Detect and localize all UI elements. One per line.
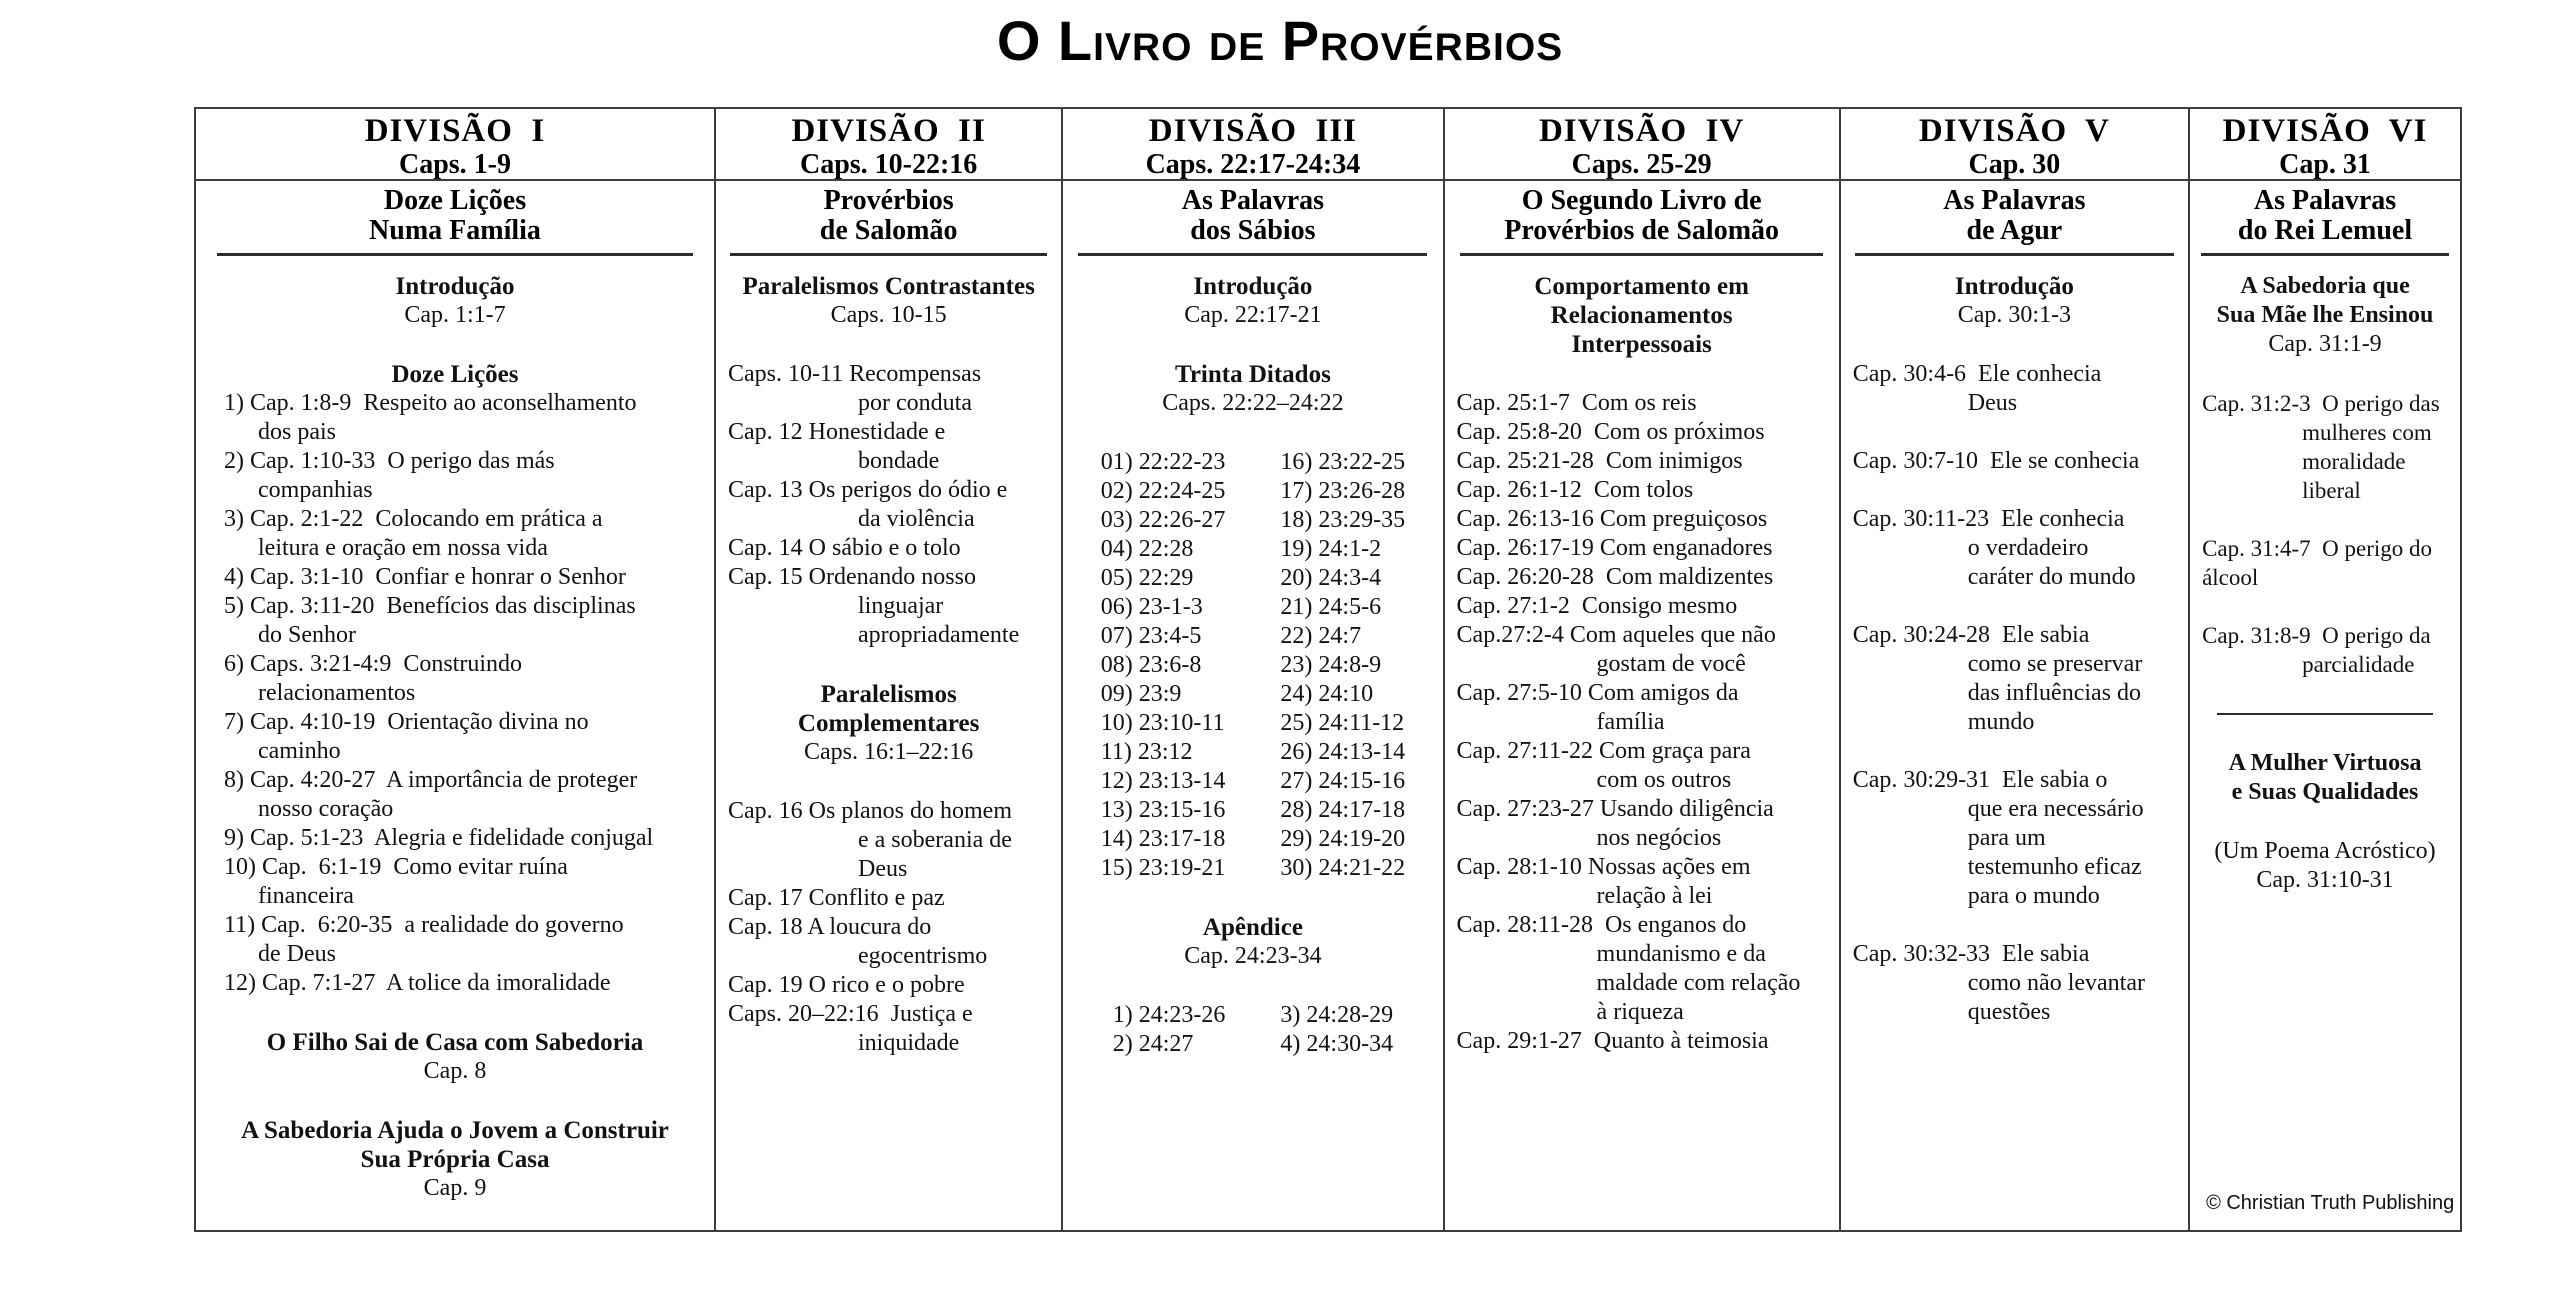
heading-bold-line: e Suas Qualidades — [2231, 779, 2419, 805]
saying-ref: 03) 22:26-27 — [1100, 507, 1226, 533]
item-line: à riqueza — [1596, 999, 1684, 1025]
list-item — [1457, 447, 1827, 476]
list-item — [1457, 853, 1827, 911]
list-item — [1457, 911, 1827, 1027]
list-item — [1457, 1027, 1827, 1056]
item-line: mulheres com — [2302, 420, 2432, 445]
column-division-6 — [2188, 109, 2460, 1230]
sayings-left-column — [1113, 1001, 1226, 1059]
list-item — [1457, 563, 1827, 592]
item-line: Deus — [858, 856, 908, 882]
heading-bold-line: Complementares — [797, 710, 980, 737]
subtitle-line: do Rei Lemuel — [2237, 215, 2413, 246]
saying-ref: 27) 24:15-16 — [1280, 768, 1406, 794]
subtitle-line: Provérbios de Salomão — [1504, 215, 1780, 246]
column-body — [196, 256, 714, 1230]
column-body — [2190, 256, 2460, 1230]
column-header — [2190, 109, 2460, 181]
division-chapters: Cap. 31 — [2279, 149, 2371, 180]
division-title: DIVISÃO VI — [2222, 113, 2428, 149]
item-line: para o mundo — [1967, 883, 2100, 909]
item-line: dos pais — [258, 419, 336, 445]
saying-ref: 1) 24:23-26 — [1112, 1002, 1226, 1028]
item-line: 11) Cap. 6:20-35 a realidade do governo — [224, 912, 624, 938]
column-header — [1063, 109, 1442, 181]
list-item — [2202, 389, 2448, 505]
heading-plain-line: Cap. 31:10-31 — [2256, 867, 2394, 893]
item-line: e a soberania de — [858, 827, 1012, 853]
item-line: linguajar — [858, 593, 944, 619]
column-header — [716, 109, 1061, 181]
saying-ref: 12) 23:13-14 — [1100, 768, 1226, 794]
saying-ref: 22) 24:7 — [1280, 623, 1362, 649]
list-item — [224, 911, 702, 969]
item-line: Cap. 25:8-20 Com os próximos — [1456, 419, 1765, 445]
list-item — [1457, 418, 1827, 447]
subtitle-line: O Segundo Livro de — [1521, 185, 1762, 216]
item-line: bondade — [858, 448, 940, 474]
column-division-5 — [1839, 109, 2188, 1230]
heading-bold-line: A Sabedoria que — [2240, 273, 2410, 299]
saying-ref: 07) 23:4-5 — [1100, 623, 1202, 649]
column-header — [1841, 109, 2188, 181]
saying-ref: 30) 24:21-22 — [1280, 855, 1406, 881]
saying-ref: 19) 24:1-2 — [1280, 536, 1382, 562]
saying-ref: 09) 23:9 — [1100, 681, 1182, 707]
item-line: mundo — [1967, 709, 2035, 735]
heading-bold-line: Trinta Ditados — [1175, 361, 1331, 388]
heading-bold-line: Relacionamentos — [1550, 302, 1733, 329]
column-subtitle — [1063, 181, 1442, 256]
copyright-note: © Christian Truth Publishing — [2206, 1192, 2455, 1214]
list-item — [1853, 766, 2176, 911]
item-line: o verdadeiro — [1967, 535, 2089, 561]
item-line: Deus — [1967, 390, 2018, 416]
item-line: apropriadamente — [858, 622, 1020, 648]
item-line: nosso coração — [258, 796, 394, 822]
item-line: nos negócios — [1596, 825, 1722, 851]
list-item — [224, 969, 702, 998]
item-line: caminho — [258, 738, 341, 764]
saying-ref: 05) 22:29 — [1100, 565, 1194, 591]
list-item — [1457, 476, 1827, 505]
item-line: Cap. 28:11-28 Os enganos do — [1456, 912, 1747, 938]
item-line: caráter do mundo — [1967, 564, 2136, 590]
list-item — [224, 447, 702, 505]
item-line: 10) Cap. 6:1-19 Como evitar ruína — [224, 854, 568, 880]
section-heading — [1075, 272, 1430, 330]
section-heading — [728, 272, 1049, 330]
division-chapters: Caps. 10-22:16 — [799, 149, 978, 180]
list-item — [1457, 795, 1827, 853]
heading-bold-line: Interpessoais — [1571, 331, 1712, 358]
item-line: Cap. 28:1-10 Nossas ações em — [1456, 854, 1751, 880]
saying-ref: 14) 23:17-18 — [1100, 826, 1226, 852]
item-line: relacionamentos — [258, 680, 416, 706]
item-line: 4) Cap. 3:1-10 Confiar e honrar o Senhor — [224, 564, 626, 590]
section-list — [728, 360, 1049, 650]
list-item — [224, 563, 702, 592]
item-line: parcialidade — [2302, 652, 2415, 677]
saying-ref: 17) 23:26-28 — [1280, 478, 1406, 504]
item-line: das influências do — [1967, 680, 2142, 706]
list-item — [1457, 505, 1827, 534]
heading-plain-line: Cap. 22:17-21 — [1184, 302, 1322, 328]
two-col-list — [1075, 1001, 1430, 1059]
heading-bold-line: Comportamento em — [1534, 273, 1749, 300]
division-title: DIVISÃO I — [364, 113, 546, 149]
item-line: 5) Cap. 3:11-20 Benefícios das disciplinas — [224, 593, 636, 619]
saying-ref: 08) 23:6-8 — [1100, 652, 1202, 678]
item-line: 6) Caps. 3:21-4:9 Construindo — [224, 651, 522, 677]
section-heading — [208, 1116, 702, 1203]
list-item — [1853, 621, 2176, 737]
saying-ref: 20) 24:3-4 — [1280, 565, 1382, 591]
item-line: álcool — [2202, 565, 2259, 590]
section-heading — [2202, 272, 2448, 359]
subtitle-line: Numa Família — [369, 215, 541, 246]
section-heading — [1075, 360, 1430, 418]
heading-bold-line: A Mulher Virtuosa — [2228, 750, 2422, 776]
section-list — [1457, 389, 1827, 1056]
division-title: DIVISÃO III — [1148, 113, 1358, 149]
list-item — [224, 389, 702, 447]
list-item — [1457, 534, 1827, 563]
list-item — [224, 766, 702, 824]
subtitle-line: As Palavras — [1181, 185, 1325, 216]
list-item — [224, 505, 702, 563]
heading-plain-line: Cap. 24:23-34 — [1184, 943, 1322, 969]
heading-plain-line: (Um Poema Acróstico) — [2214, 838, 2436, 864]
item-line: por conduta — [858, 390, 972, 416]
heading-plain-line: Caps. 22:22–24:22 — [1162, 390, 1344, 416]
saying-ref: 3) 24:28-29 — [1280, 1002, 1394, 1028]
subtitle-line: Doze Lições — [383, 185, 527, 216]
subtitle-line: As Palavras — [1943, 185, 2086, 216]
item-line: gostam de você — [1596, 651, 1746, 677]
list-item — [1853, 360, 2176, 418]
heading-bold-line: Introdução — [1193, 273, 1313, 300]
item-line: 7) Cap. 4:10-19 Orientação divina no — [224, 709, 589, 735]
column-subtitle — [1445, 181, 1839, 256]
item-line: Cap. 30:4-6 Ele conhecia — [1852, 361, 2102, 387]
list-item — [1457, 621, 1827, 679]
saying-ref: 29) 24:19-20 — [1280, 826, 1406, 852]
item-line: 1) Cap. 1:8-9 Respeito ao aconselhamento — [224, 390, 637, 416]
item-line: Cap. 14 O sábio e o tolo — [728, 535, 961, 561]
saying-ref: 28) 24:17-18 — [1280, 797, 1406, 823]
heading-bold-line: Doze Lições — [391, 361, 519, 388]
section-list — [1853, 360, 2176, 1027]
item-line: leitura e oração em nossa vida — [258, 535, 548, 561]
saying-ref: 2) 24:27 — [1112, 1031, 1194, 1057]
item-line: Cap. 27:23-27 Usando diligência — [1456, 796, 1774, 822]
section-heading — [1457, 272, 1827, 359]
saying-ref: 04) 22:28 — [1100, 536, 1194, 562]
column-division-2 — [714, 109, 1061, 1230]
column-body — [1841, 256, 2188, 1230]
saying-ref: 10) 23:10-11 — [1100, 710, 1225, 736]
item-line: Cap. 16 Os planos do homem — [728, 798, 1012, 824]
two-col-list — [1075, 448, 1430, 883]
item-line: 3) Cap. 2:1-22 Colocando em prática a — [224, 506, 603, 532]
section-heading — [1075, 913, 1430, 971]
list-item — [1457, 737, 1827, 795]
list-item — [728, 418, 1049, 476]
list-item — [2202, 534, 2448, 592]
column-subtitle — [1841, 181, 2188, 256]
list-item — [728, 884, 1049, 913]
column-division-3 — [1061, 109, 1442, 1230]
item-line: Cap. 25:21-28 Com inimigos — [1456, 448, 1743, 474]
section-heading — [2202, 837, 2448, 895]
column-header — [196, 109, 714, 181]
column-body — [1063, 256, 1442, 1230]
item-line: Cap. 27:11-22 Com graça para — [1456, 738, 1751, 764]
item-line: como não levantar — [1967, 970, 2145, 996]
item-line: moralidade — [2302, 449, 2406, 474]
saying-ref: 13) 23:15-16 — [1100, 797, 1226, 823]
section-heading — [2202, 749, 2448, 807]
item-line: companhias — [258, 477, 373, 503]
section-list — [2202, 389, 2448, 679]
item-line: Cap. 27:1-2 Consigo mesmo — [1456, 593, 1738, 619]
item-line: Caps. 20–22:16 Justiça e — [728, 1001, 973, 1027]
list-item — [728, 360, 1049, 418]
heading-bold-line: A Sabedoria Ajuda o Jovem a Construir — [241, 1117, 669, 1144]
heading-plain-line: Cap. 31:1-9 — [2268, 331, 2382, 357]
column-body — [716, 256, 1061, 1230]
item-line: do Senhor — [258, 622, 356, 648]
item-line: Cap. 31:2-3 O perigo das — [2202, 391, 2440, 416]
item-line: Cap. 26:17-19 Com enganadores — [1456, 535, 1773, 561]
item-line: Cap. 26:20-28 Com maldizentes — [1456, 564, 1774, 590]
column-subtitle — [2190, 181, 2460, 256]
item-line: da violência — [858, 506, 975, 532]
item-line: 9) Cap. 5:1-23 Alegria e fidelidade conjugal — [224, 825, 654, 851]
item-line: mundanismo e da — [1596, 941, 1766, 967]
saying-ref: 16) 23:22-25 — [1280, 449, 1406, 475]
subtitle-line: As Palavras — [2253, 185, 2397, 216]
section-heading — [208, 272, 702, 330]
saying-ref: 21) 24:5-6 — [1280, 594, 1382, 620]
division-chapters: Caps. 22:17-24:34 — [1145, 149, 1361, 180]
column-division-1 — [196, 109, 714, 1230]
item-line: Cap. 30:29-31 Ele sabia o — [1852, 767, 2108, 793]
heading-bold-line: Introdução — [1954, 273, 2074, 300]
sayings-right-column — [1280, 1001, 1393, 1059]
section-list — [208, 389, 702, 998]
item-line: Cap. 30:11-23 Ele conhecia — [1852, 506, 2125, 532]
section-list — [728, 797, 1049, 1058]
item-line: Cap.27:2-4 Com aqueles que não — [1456, 622, 1776, 648]
heading-plain-line: Cap. 30:1-3 — [1957, 302, 2072, 328]
heading-plain-line: Cap. 1:1-7 — [404, 302, 506, 328]
section-heading — [1853, 272, 2176, 330]
item-line: família — [1596, 709, 1665, 735]
item-line: como se preservar — [1967, 651, 2143, 677]
list-item — [1853, 505, 2176, 592]
list-item — [1457, 389, 1827, 418]
item-line: Cap. 30:32-33 Ele sabia — [1852, 941, 2090, 967]
item-line: 8) Cap. 4:20-27 A importância de proteger — [224, 767, 638, 793]
list-item — [728, 1000, 1049, 1058]
sayings-left-column — [1101, 448, 1226, 883]
heading-bold-line: Paralelismos Contrastantes — [742, 273, 1035, 300]
item-line: Cap. 31:4-7 O perigo do — [2202, 536, 2433, 561]
saying-ref: 25) 24:11-12 — [1280, 710, 1405, 736]
item-line: Cap. 18 A loucura do — [728, 914, 932, 940]
item-line: Cap. 17 Conflito e paz — [728, 885, 945, 911]
column-header — [1445, 109, 1839, 181]
heading-bold-line: O Filho Sai de Casa com Sabedoria — [266, 1029, 644, 1056]
list-item — [224, 650, 702, 708]
page-title: O Livro de Provérbios — [996, 9, 1564, 72]
item-line: liberal — [2302, 478, 2361, 503]
item-line: questões — [1967, 999, 2051, 1025]
list-item — [728, 563, 1049, 650]
division-chapters: Caps. 1-9 — [398, 149, 511, 180]
list-item — [1853, 940, 2176, 1027]
saying-ref: 18) 23:29-35 — [1280, 507, 1406, 533]
heading-plain-line: Cap. 8 — [423, 1058, 487, 1084]
heading-plain-line: Cap. 9 — [423, 1175, 487, 1201]
saying-ref: 23) 24:8-9 — [1280, 652, 1382, 678]
item-line: Cap. 29:1-27 Quanto à teimosia — [1456, 1028, 1769, 1054]
saying-ref: 26) 24:13-14 — [1280, 739, 1406, 765]
list-item — [728, 913, 1049, 971]
heading-bold-line: Paralelismos — [820, 681, 957, 708]
item-line: Cap. 25:1-7 Com os reis — [1456, 390, 1697, 416]
item-line: maldade com relação — [1596, 970, 1801, 996]
item-line: Cap. 13 Os perigos do ódio e — [728, 477, 1008, 503]
item-line: Cap. 27:5-10 Com amigos da — [1456, 680, 1739, 706]
item-line: 12) Cap. 7:1-27 A tolice da imoralidade — [224, 970, 611, 996]
saying-ref: 24) 24:10 — [1280, 681, 1374, 707]
heading-bold-line: Apêndice — [1202, 914, 1303, 941]
list-item — [728, 797, 1049, 884]
section-heading — [728, 680, 1049, 767]
divisions-table — [194, 107, 2462, 1232]
column-subtitle — [196, 181, 714, 256]
list-item — [1457, 592, 1827, 621]
item-line: Cap. 30:7-10 Ele se conhecia — [1852, 448, 2140, 474]
saying-ref: 15) 23:19-21 — [1100, 855, 1226, 881]
item-line: Cap. 26:1-12 Com tolos — [1456, 477, 1694, 503]
list-item — [1853, 447, 2176, 476]
item-line: Caps. 10-11 Recompensas — [728, 361, 982, 387]
item-line: financeira — [258, 883, 354, 909]
subtitle-line: de Salomão — [819, 215, 958, 246]
heading-plain-line: Caps. 16:1–22:16 — [803, 739, 974, 765]
list-item — [224, 708, 702, 766]
list-item — [224, 853, 702, 911]
division-title: DIVISÃO IV — [1538, 113, 1745, 149]
item-line: Cap. 12 Honestidade e — [728, 419, 946, 445]
item-line: que era necessário — [1967, 796, 2144, 822]
saying-ref: 01) 22:22-23 — [1100, 449, 1226, 475]
column-body — [1445, 256, 1839, 1230]
heading-bold-line: Sua Própria Casa — [360, 1146, 550, 1173]
item-line: Cap. 31:8-9 O perigo da — [2202, 623, 2431, 648]
list-item — [728, 476, 1049, 534]
saying-ref: 02) 22:24-25 — [1100, 478, 1226, 504]
subtitle-line: de Agur — [1966, 215, 2063, 246]
heading-bold-line: Introdução — [395, 273, 515, 300]
list-item — [1457, 679, 1827, 737]
item-line: relação à lei — [1596, 883, 1713, 909]
list-item — [224, 592, 702, 650]
sayings-right-column — [1280, 448, 1405, 883]
heading-plain-line: Caps. 10-15 — [830, 302, 947, 328]
item-line: iniquidade — [858, 1030, 960, 1056]
subtitle-line: Provérbios — [823, 185, 954, 216]
heading-bold-line: Sua Mãe lhe Ensinou — [2216, 302, 2434, 328]
list-item — [728, 534, 1049, 563]
item-line: Cap. 19 O rico e o pobre — [728, 972, 965, 998]
division-title: DIVISÃO V — [1918, 113, 2110, 149]
item-line: 2) Cap. 1:10-33 O perigo das más — [224, 448, 555, 474]
item-line: Cap. 30:24-28 Ele sabia — [1852, 622, 2090, 648]
section-heading — [208, 360, 702, 389]
item-line: testemunho eficaz — [1967, 854, 2142, 880]
column-division-4 — [1443, 109, 1839, 1230]
section-divider — [2217, 713, 2433, 715]
item-line: de Deus — [258, 941, 336, 967]
list-item — [2202, 621, 2448, 679]
item-line: Cap. 26:13-16 Com preguiçosos — [1456, 506, 1768, 532]
list-item — [224, 824, 702, 853]
item-line: Cap. 15 Ordenando nosso — [728, 564, 976, 590]
division-chapters: Caps. 25-29 — [1571, 149, 1712, 180]
saying-ref: 4) 24:30-34 — [1280, 1031, 1394, 1057]
column-subtitle — [716, 181, 1061, 256]
division-title: DIVISÃO II — [791, 113, 986, 149]
subtitle-line: dos Sábios — [1190, 215, 1316, 246]
list-item — [728, 971, 1049, 1000]
section-heading — [208, 1028, 702, 1086]
division-chapters: Cap. 30 — [1968, 149, 2061, 180]
saying-ref: 06) 23-1-3 — [1100, 594, 1203, 620]
item-line: egocentrismo — [858, 943, 988, 969]
saying-ref: 11) 23:12 — [1100, 739, 1193, 765]
item-line: para um — [1967, 825, 2046, 851]
item-line: com os outros — [1596, 767, 1732, 793]
